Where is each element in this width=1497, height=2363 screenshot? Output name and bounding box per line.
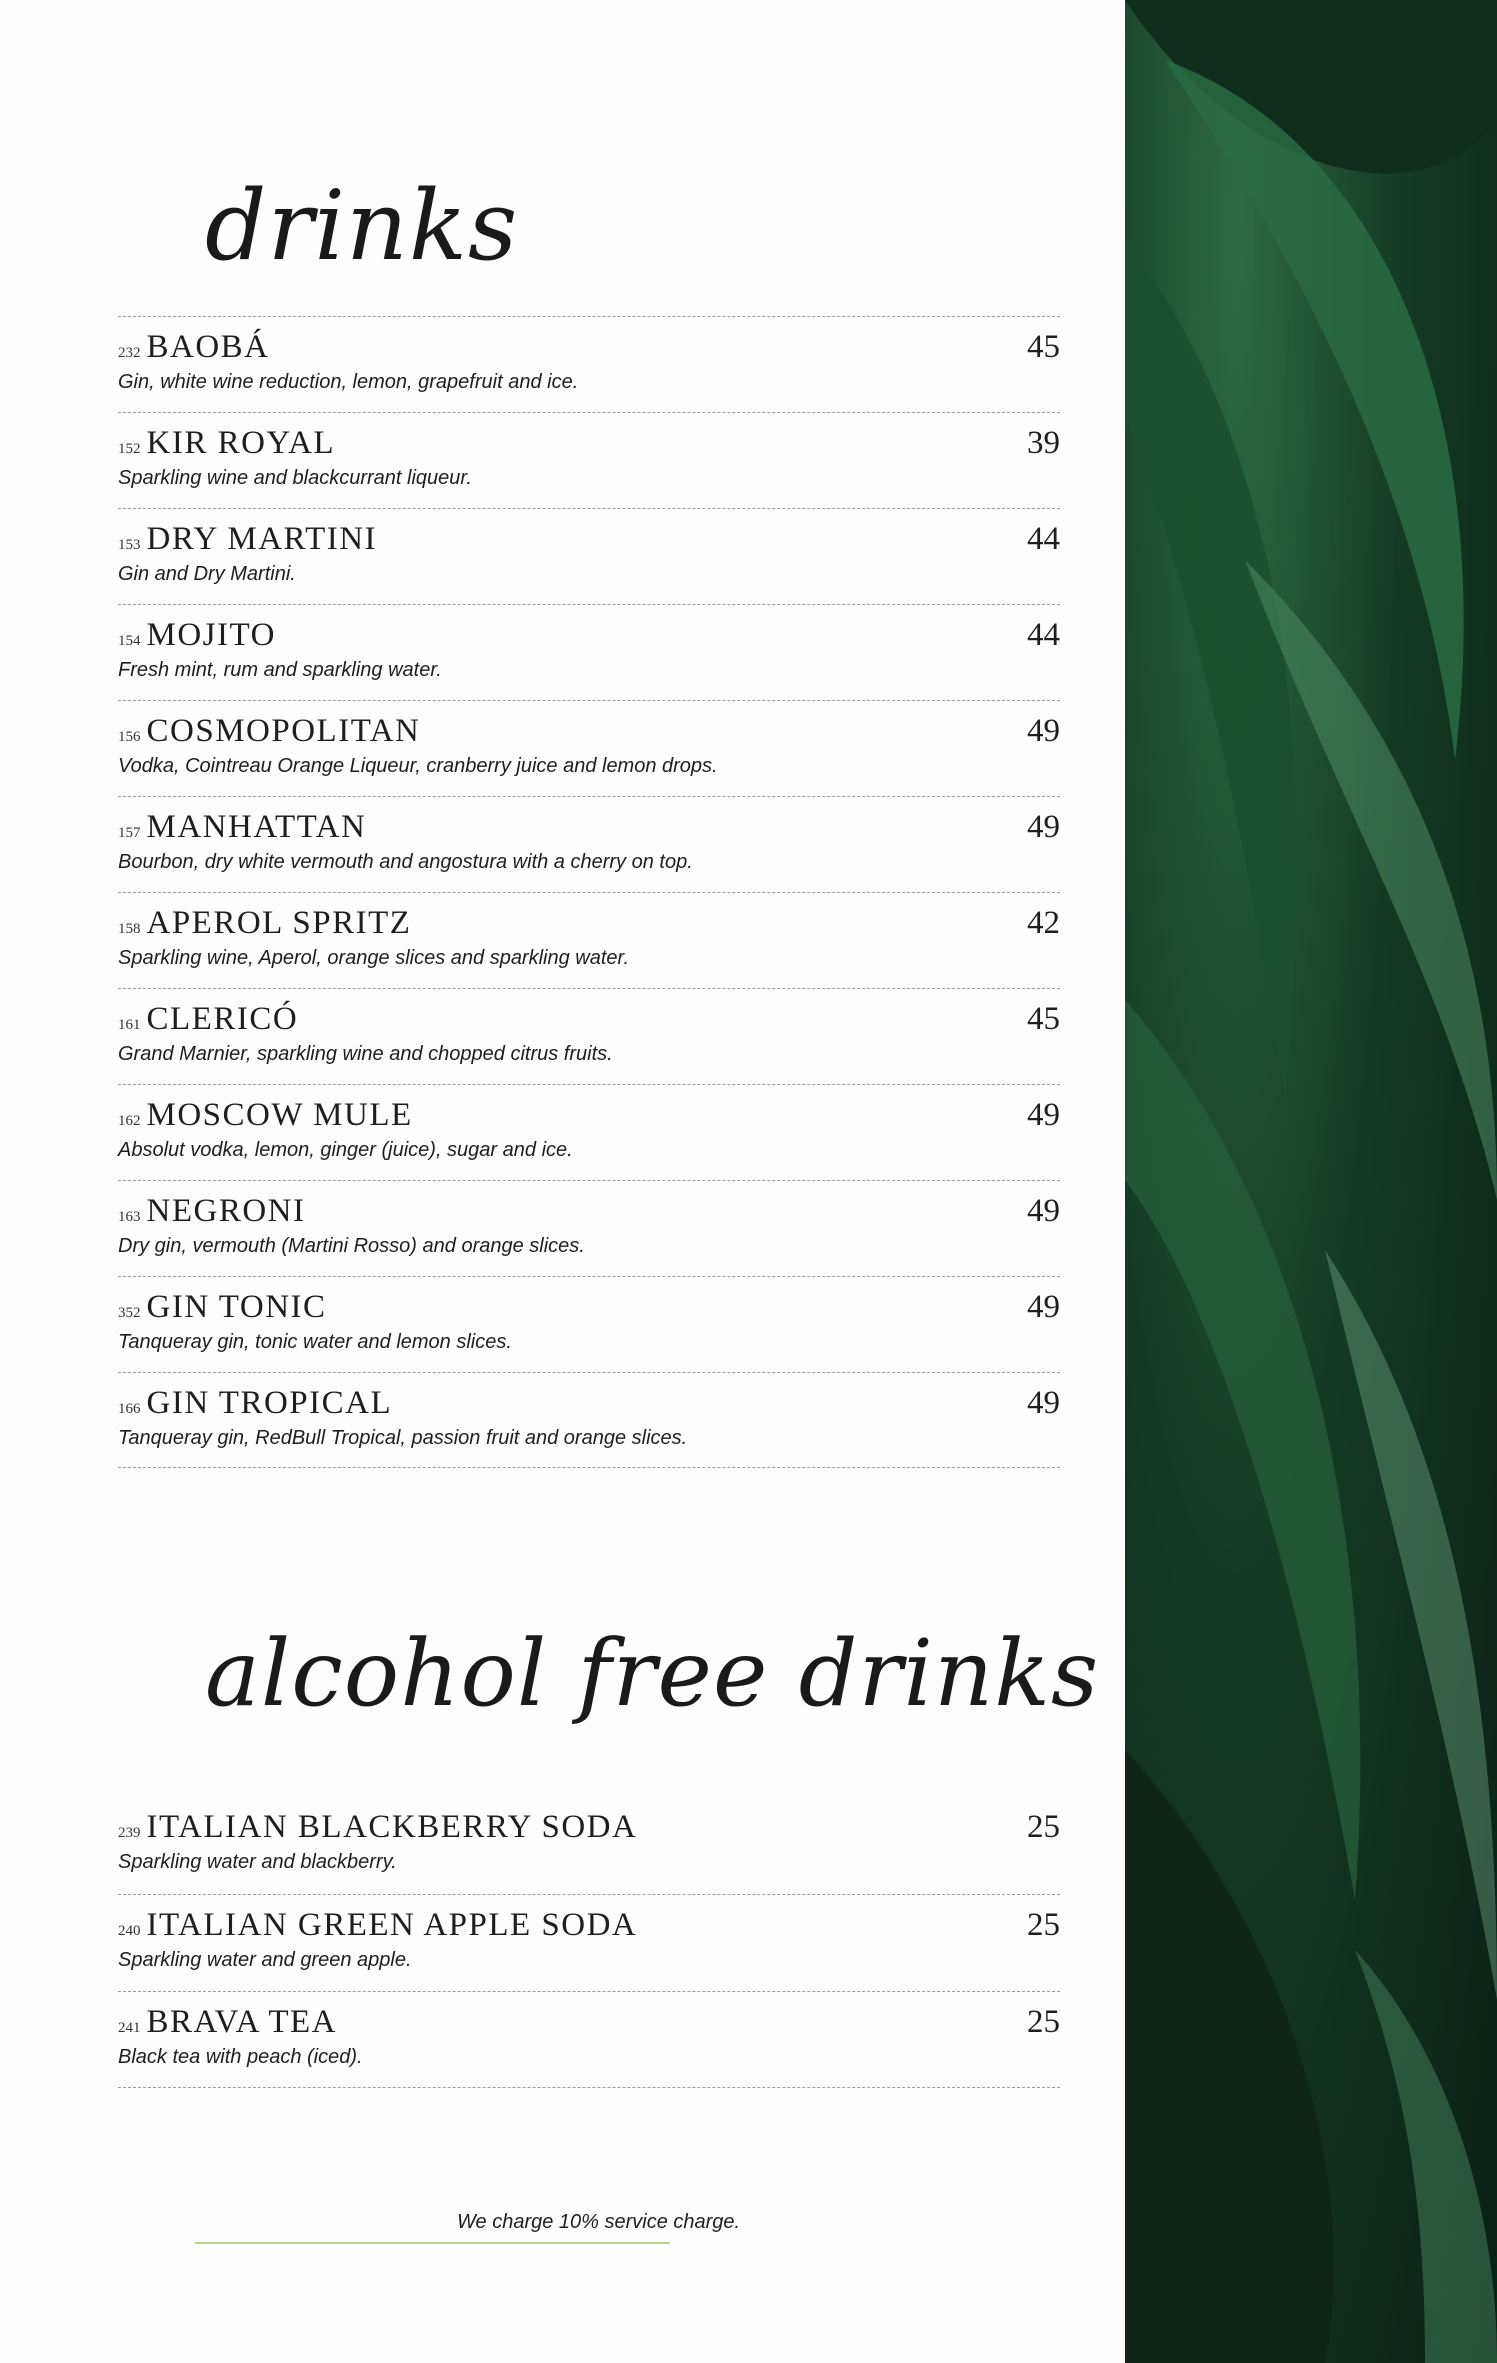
item-description: Fresh mint, rum and sparkling water. (118, 659, 442, 681)
item-name: BAOBÁ (146, 329, 270, 365)
drinks-list (118, 316, 1060, 1468)
menu-item (118, 1991, 1060, 2088)
menu-item (118, 700, 1060, 796)
accent-divider (195, 2242, 670, 2244)
menu-item (118, 508, 1060, 604)
item-description: Sparkling water and blackberry. (118, 1851, 397, 1873)
item-number: 154 (118, 633, 141, 649)
item-description: Grand Marnier, sparkling wine and chopped citrus fruits. (118, 1043, 613, 1065)
item-price: 49 (1027, 1193, 1060, 1229)
item-price: 45 (1027, 329, 1060, 365)
item-price: 25 (1027, 1809, 1060, 1845)
item-description: Gin and Dry Martini. (118, 563, 296, 585)
item-name: KIR ROYAL (146, 425, 336, 461)
item-number: 156 (118, 729, 141, 745)
item-name: ITALIAN GREEN APPLE SODA (146, 1907, 638, 1943)
item-number: 152 (118, 441, 141, 457)
item-price: 25 (1027, 2004, 1060, 2040)
menu-item (118, 1372, 1060, 1468)
item-number: 161 (118, 1017, 141, 1033)
item-name: CLERICÓ (146, 1001, 299, 1037)
item-price: 49 (1027, 809, 1060, 845)
item-name: MANHATTAN (146, 809, 367, 845)
item-number: 166 (118, 1401, 141, 1417)
menu-item (118, 604, 1060, 700)
leaf-photo (1125, 0, 1497, 2363)
alcohol-free-heading: alcohol free drinks (205, 1620, 1100, 1727)
item-price: 44 (1027, 617, 1060, 653)
menu-item (118, 316, 1060, 412)
menu-item (118, 892, 1060, 988)
item-name: NEGRONI (146, 1193, 306, 1229)
item-description: Bourbon, dry white vermouth and angostura with a cherry on top. (118, 851, 693, 873)
service-charge-note: We charge 10% service charge. (457, 2211, 741, 2233)
item-description: Gin, white wine reduction, lemon, grapefruit and ice. (118, 371, 579, 393)
item-name: COSMOPOLITAN (146, 713, 421, 749)
item-number: 158 (118, 921, 141, 937)
item-price: 25 (1027, 1907, 1060, 1943)
item-description: Sparkling wine, Aperol, orange slices and sparkling water. (118, 947, 630, 969)
item-name: MOJITO (146, 617, 276, 653)
menu-item (118, 796, 1060, 892)
item-description: Tanqueray gin, tonic water and lemon slices. (118, 1331, 512, 1353)
alcohol-free-list (118, 1797, 1060, 2088)
menu-item (118, 1797, 1060, 1894)
item-description: Absolut vodka, lemon, ginger (juice), sugar and ice. (118, 1139, 573, 1161)
menu-item (118, 412, 1060, 508)
item-price: 49 (1027, 1385, 1060, 1421)
leaf-illustration (1125, 0, 1497, 2363)
item-number: 163 (118, 1209, 141, 1225)
item-price: 49 (1027, 713, 1060, 749)
item-description: Dry gin, vermouth (Martini Rosso) and orange slices. (118, 1235, 585, 1257)
item-number: 232 (118, 345, 141, 361)
drinks-heading: drinks (205, 170, 519, 282)
item-name: ITALIAN BLACKBERRY SODA (146, 1809, 638, 1845)
menu-item (118, 1180, 1060, 1276)
menu-item (118, 1894, 1060, 1991)
item-number: 239 (118, 1825, 141, 1841)
item-name: GIN TROPICAL (146, 1385, 393, 1421)
item-number: 157 (118, 825, 141, 841)
item-name: DRY MARTINI (146, 521, 378, 557)
item-name: BRAVA TEA (146, 2004, 337, 2040)
item-number: 240 (118, 1923, 141, 1939)
item-number: 352 (118, 1305, 141, 1321)
item-price: 44 (1027, 521, 1060, 557)
item-name: GIN TONIC (146, 1289, 327, 1325)
item-price: 49 (1027, 1097, 1060, 1133)
item-price: 39 (1027, 425, 1060, 461)
item-description: Sparkling wine and blackcurrant liqueur. (118, 467, 472, 489)
item-number: 241 (118, 2020, 141, 2036)
item-price: 45 (1027, 1001, 1060, 1037)
item-price: 49 (1027, 1289, 1060, 1325)
item-number: 153 (118, 537, 141, 553)
item-name: MOSCOW MULE (146, 1097, 413, 1133)
menu-item (118, 988, 1060, 1084)
item-description: Vodka, Cointreau Orange Liqueur, cranberry juice and lemon drops. (118, 755, 718, 777)
item-number: 162 (118, 1113, 141, 1129)
item-price: 42 (1027, 905, 1060, 941)
menu-item (118, 1276, 1060, 1372)
item-description: Sparkling water and green apple. (118, 1949, 412, 1971)
item-description: Tanqueray gin, RedBull Tropical, passion fruit and orange slices. (118, 1427, 688, 1449)
item-description: Black tea with peach (iced). (118, 2046, 363, 2068)
menu-item (118, 1084, 1060, 1180)
item-name: APEROL SPRITZ (146, 905, 412, 941)
